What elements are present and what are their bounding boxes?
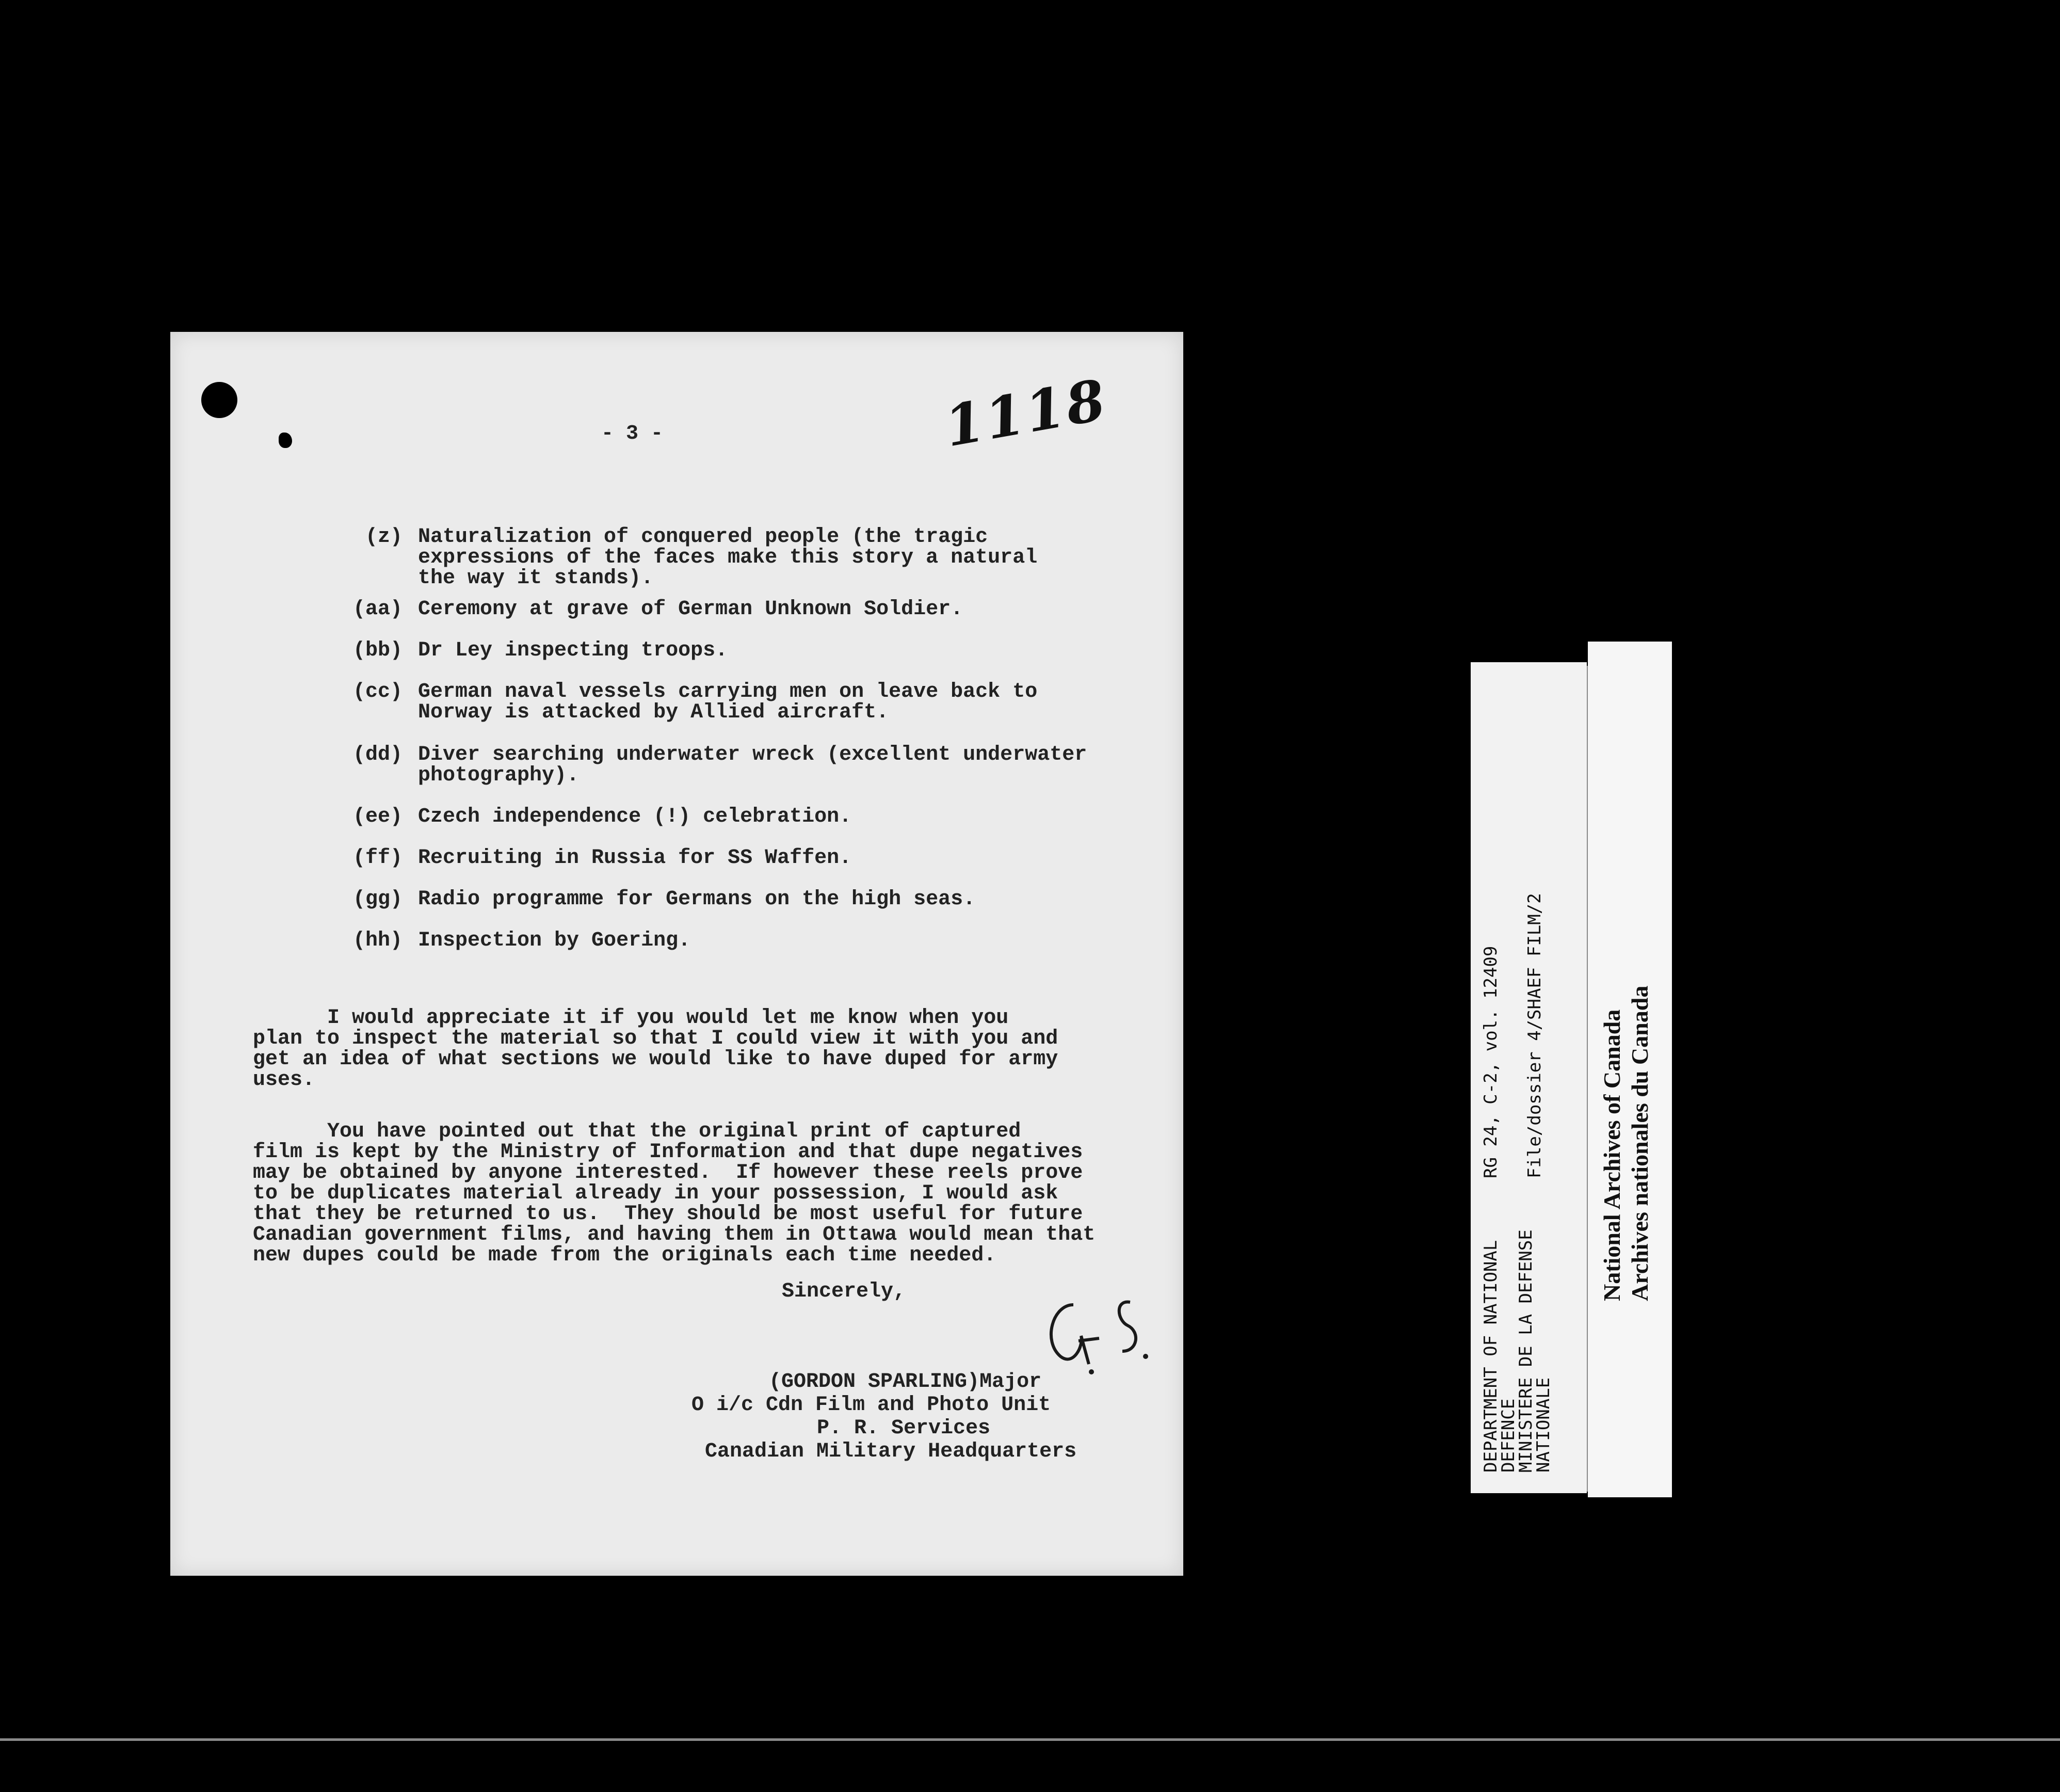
list-item-text [418, 848, 851, 869]
text-line: expressions of the faces make this story a natural [418, 546, 1038, 569]
label-ministere-line2: NATIONALE [1533, 1377, 1554, 1473]
text-line: to be duplicates material already in your possession, I would ask [253, 1182, 1058, 1205]
text-line: uses. [253, 1068, 315, 1092]
text-line: Czech independence (!) celebration. [418, 805, 852, 828]
list-item-text [418, 745, 1087, 786]
text-line: that they be returned to us. They should be most useful for future [253, 1203, 1083, 1226]
archives-name-english: National Archives of Canada [1599, 1009, 1625, 1301]
list-item-label: (aa) [352, 598, 403, 621]
list-item-label: (hh) [352, 929, 403, 952]
label-dept-line1: DEPARTMENT OF NATIONAL [1480, 1240, 1501, 1473]
list-item-text [418, 641, 728, 661]
paragraph [253, 1122, 1161, 1266]
list-item-text [418, 599, 963, 620]
archives-canada-label [1588, 642, 1672, 1497]
list-item-text [418, 807, 851, 827]
list-item-text [418, 527, 1037, 589]
text-line: new dupes could be made from the originals each time needed. [253, 1244, 996, 1267]
signature-line: O i/c Cdn Film and Photo Unit [691, 1394, 1051, 1417]
archives-name-french: Archives nationales du Canada [1627, 985, 1653, 1301]
list-item-label: (ff) [352, 846, 403, 870]
list-item-text [418, 682, 1037, 723]
text-line: Inspection by Goering. [418, 929, 691, 952]
list-item-label: (bb) [352, 639, 403, 662]
document-page [170, 332, 1183, 1576]
list-item-label: (gg) [352, 888, 403, 911]
text-line: may be obtained by anyone interested. If however these reels prove [253, 1161, 1083, 1185]
text-line: Canadian government films, and having them in Ottawa would mean that [253, 1223, 1096, 1246]
list-item-label: (z) [365, 525, 403, 549]
label-dept-line2: DEFENCE [1498, 1398, 1519, 1473]
film-frame-line [0, 1738, 2060, 1741]
text-line: Radio programme for Germans on the high seas. [418, 888, 976, 911]
ink-mark [279, 433, 292, 448]
text-line: plan to inspect the material so that I could view it with you and [253, 1027, 1058, 1050]
handwritten-page-mark: 1118 [940, 367, 1113, 460]
list-item-label: (dd) [352, 743, 403, 766]
list-item-text [418, 931, 690, 951]
handwritten-signature [1042, 1284, 1177, 1382]
text-line: Norway is attacked by Allied aircraft. [418, 701, 889, 724]
text-line: I would appreciate it if you would let me know when you [253, 1006, 1009, 1030]
text-line: Diver searching underwater wreck (excellent underwater [418, 743, 1087, 766]
text-line: the way it stands). [418, 567, 654, 590]
signature-line: Canadian Military Headquarters [705, 1440, 1077, 1463]
closing: Sincerely, [782, 1280, 906, 1303]
signature-line: P. R. Services [817, 1417, 991, 1440]
text-line: Recruiting in Russia for SS Waffen. [418, 846, 852, 870]
text-line: Ceremony at grave of German Unknown Soldier. [418, 598, 963, 621]
label-rg-reference: RG 24, C-2, vol. 12409 [1480, 946, 1501, 1178]
text-line: film is kept by the Ministry of Information and that dupe negatives [253, 1141, 1083, 1164]
page-number: - 3 - [601, 422, 664, 445]
paragraph [253, 1008, 1161, 1091]
text-line: Dr Ley inspecting troops. [418, 639, 728, 662]
label-ministere-line1: MINISTERE DE LA DEFENSE [1516, 1229, 1536, 1473]
label-file-reference: File/dossier 4/SHAEF FILM/2 [1524, 893, 1545, 1178]
signature-line: (GORDON SPARLING)Major [769, 1370, 1042, 1394]
text-line: Naturalization of conquered people (the tragic [418, 525, 988, 549]
text-line: photography). [418, 764, 580, 787]
list-item-text [418, 889, 975, 910]
text-line: German naval vessels carrying men on leave back to [418, 680, 1038, 703]
text-line: get an idea of what sections we would like to have duped for army [253, 1048, 1058, 1071]
archive-reference-label [1471, 662, 1587, 1493]
list-item-label: (ee) [352, 805, 403, 828]
punch-hole [201, 382, 237, 418]
list-item-label: (cc) [352, 680, 403, 703]
text-line: You have pointed out that the original print of captured [253, 1120, 1021, 1143]
